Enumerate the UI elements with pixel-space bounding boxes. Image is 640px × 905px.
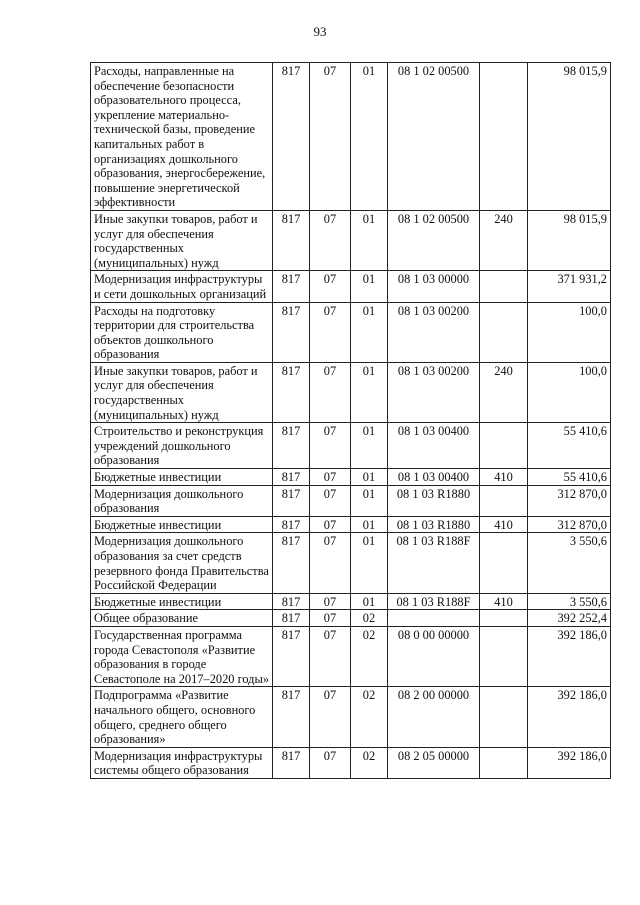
row-ved-cell: 817 [273,485,310,516]
row-pr-cell: 01 [351,362,388,422]
row-csr-cell: 08 1 03 R188F [388,533,480,593]
row-sum-cell: 55 410,6 [528,469,611,486]
row-pr-cell: 02 [351,747,388,778]
row-name-cell: Модернизация инфраструктуры и сети дошкольных организаций [91,271,273,302]
row-name-cell: Общее образование [91,610,273,627]
row-pr-cell: 01 [351,423,388,469]
row-csr-cell: 08 0 00 00000 [388,626,480,686]
row-sum-cell: 371 931,2 [528,271,611,302]
row-pr-cell: 01 [351,516,388,533]
row-ved-cell: 817 [273,626,310,686]
row-name-cell: Подпрограмма «Развитие начального общего, основного общего, среднего общего образования» [91,687,273,747]
row-vr-cell: 410 [480,469,528,486]
row-sum-cell: 3 550,6 [528,593,611,610]
row-csr-cell: 08 1 02 00500 [388,63,480,211]
table-row [91,593,611,610]
row-name-cell: Модернизация дошкольного образования [91,485,273,516]
row-ved-cell: 817 [273,63,310,211]
row-name-cell: Бюджетные инвестиции [91,516,273,533]
row-sum-cell: 100,0 [528,362,611,422]
row-sum-cell: 392 252,4 [528,610,611,627]
row-name-cell: Иные закупки товаров, работ и услуг для обеспечения государственных (муниципальных) нужд [91,210,273,270]
row-rz-cell: 07 [310,63,351,211]
row-ved-cell: 817 [273,593,310,610]
row-csr-cell: 08 1 03 00000 [388,271,480,302]
row-rz-cell: 07 [310,516,351,533]
row-csr-cell: 08 1 02 00500 [388,210,480,270]
row-csr-cell: 08 1 03 R188F [388,593,480,610]
row-csr-cell: 08 1 03 00200 [388,362,480,422]
row-csr-cell: 08 2 05 00000 [388,747,480,778]
row-rz-cell: 07 [310,469,351,486]
row-rz-cell: 07 [310,747,351,778]
table-row [91,626,611,686]
table-row [91,533,611,593]
row-pr-cell: 01 [351,469,388,486]
row-sum-cell: 100,0 [528,302,611,362]
row-csr-cell: 08 2 00 00000 [388,687,480,747]
row-vr-cell [480,302,528,362]
row-ved-cell: 817 [273,210,310,270]
row-rz-cell: 07 [310,610,351,627]
table-row [91,63,611,211]
row-vr-cell: 240 [480,362,528,422]
row-csr-cell: 08 1 03 00400 [388,423,480,469]
budget-table-body [91,63,611,779]
row-rz-cell: 07 [310,593,351,610]
row-vr-cell [480,533,528,593]
row-ved-cell: 817 [273,516,310,533]
row-name-cell: Модернизация инфраструктуры системы общего образования [91,747,273,778]
row-rz-cell: 07 [310,271,351,302]
row-pr-cell: 01 [351,271,388,302]
row-vr-cell [480,687,528,747]
row-vr-cell: 410 [480,593,528,610]
row-ved-cell: 817 [273,533,310,593]
row-rz-cell: 07 [310,423,351,469]
table-row [91,210,611,270]
row-name-cell: Строительство и реконструкция учреждений дошкольного образования [91,423,273,469]
table-row [91,610,611,627]
row-sum-cell: 392 186,0 [528,626,611,686]
row-rz-cell: 07 [310,687,351,747]
row-vr-cell [480,271,528,302]
row-ved-cell: 817 [273,271,310,302]
row-sum-cell: 312 870,0 [528,516,611,533]
row-rz-cell: 07 [310,302,351,362]
row-pr-cell: 01 [351,210,388,270]
table-row [91,302,611,362]
row-ved-cell: 817 [273,610,310,627]
row-vr-cell [480,63,528,211]
row-ved-cell: 817 [273,362,310,422]
row-csr-cell: 08 1 03 00400 [388,469,480,486]
table-row [91,687,611,747]
row-sum-cell: 55 410,6 [528,423,611,469]
row-ved-cell: 817 [273,302,310,362]
row-vr-cell [480,423,528,469]
row-sum-cell: 98 015,9 [528,210,611,270]
row-name-cell: Бюджетные инвестиции [91,469,273,486]
row-vr-cell: 240 [480,210,528,270]
row-vr-cell [480,747,528,778]
row-vr-cell [480,610,528,627]
row-name-cell: Расходы, направленные на обеспечение безопасности образовательного процесса, укрепление материально-технической базы, проведение капитальных работ в организациях дошкольного образования, энергосбережение, повышение энергетической эффективности [91,63,273,211]
row-pr-cell: 02 [351,687,388,747]
row-pr-cell: 01 [351,533,388,593]
row-sum-cell: 392 186,0 [528,747,611,778]
row-csr-cell: 08 1 03 00200 [388,302,480,362]
row-csr-cell: 08 1 03 R1880 [388,516,480,533]
table-row [91,485,611,516]
row-pr-cell: 02 [351,626,388,686]
row-rz-cell: 07 [310,485,351,516]
row-sum-cell: 312 870,0 [528,485,611,516]
row-rz-cell: 07 [310,362,351,422]
row-pr-cell: 01 [351,485,388,516]
row-ved-cell: 817 [273,469,310,486]
row-rz-cell: 07 [310,210,351,270]
row-sum-cell: 3 550,6 [528,533,611,593]
row-rz-cell: 07 [310,533,351,593]
row-name-cell: Иные закупки товаров, работ и услуг для обеспечения государственных (муниципальных) нужд [91,362,273,422]
row-csr-cell: 08 1 03 R1880 [388,485,480,516]
row-name-cell: Расходы на подготовку территории для строительства объектов дошкольного образования [91,302,273,362]
row-pr-cell: 01 [351,593,388,610]
table-row [91,423,611,469]
row-pr-cell: 01 [351,63,388,211]
table-row [91,362,611,422]
budget-table [90,62,611,779]
row-vr-cell [480,485,528,516]
table-row [91,271,611,302]
row-sum-cell: 392 186,0 [528,687,611,747]
table-row [91,747,611,778]
row-ved-cell: 817 [273,423,310,469]
page-number: 93 [313,24,327,39]
row-pr-cell: 02 [351,610,388,627]
row-sum-cell: 98 015,9 [528,63,611,211]
row-vr-cell [480,626,528,686]
row-pr-cell: 01 [351,302,388,362]
row-vr-cell: 410 [480,516,528,533]
row-name-cell: Модернизация дошкольного образования за счет средств резервного фонда Правительства Российской Федерации [91,533,273,593]
row-ved-cell: 817 [273,687,310,747]
row-name-cell: Государственная программа города Севастополя «Развитие образования в городе Севастополе на 2017–2020 годы» [91,626,273,686]
row-name-cell: Бюджетные инвестиции [91,593,273,610]
row-ved-cell: 817 [273,747,310,778]
row-csr-cell [388,610,480,627]
row-rz-cell: 07 [310,626,351,686]
table-row [91,469,611,486]
table-row [91,516,611,533]
